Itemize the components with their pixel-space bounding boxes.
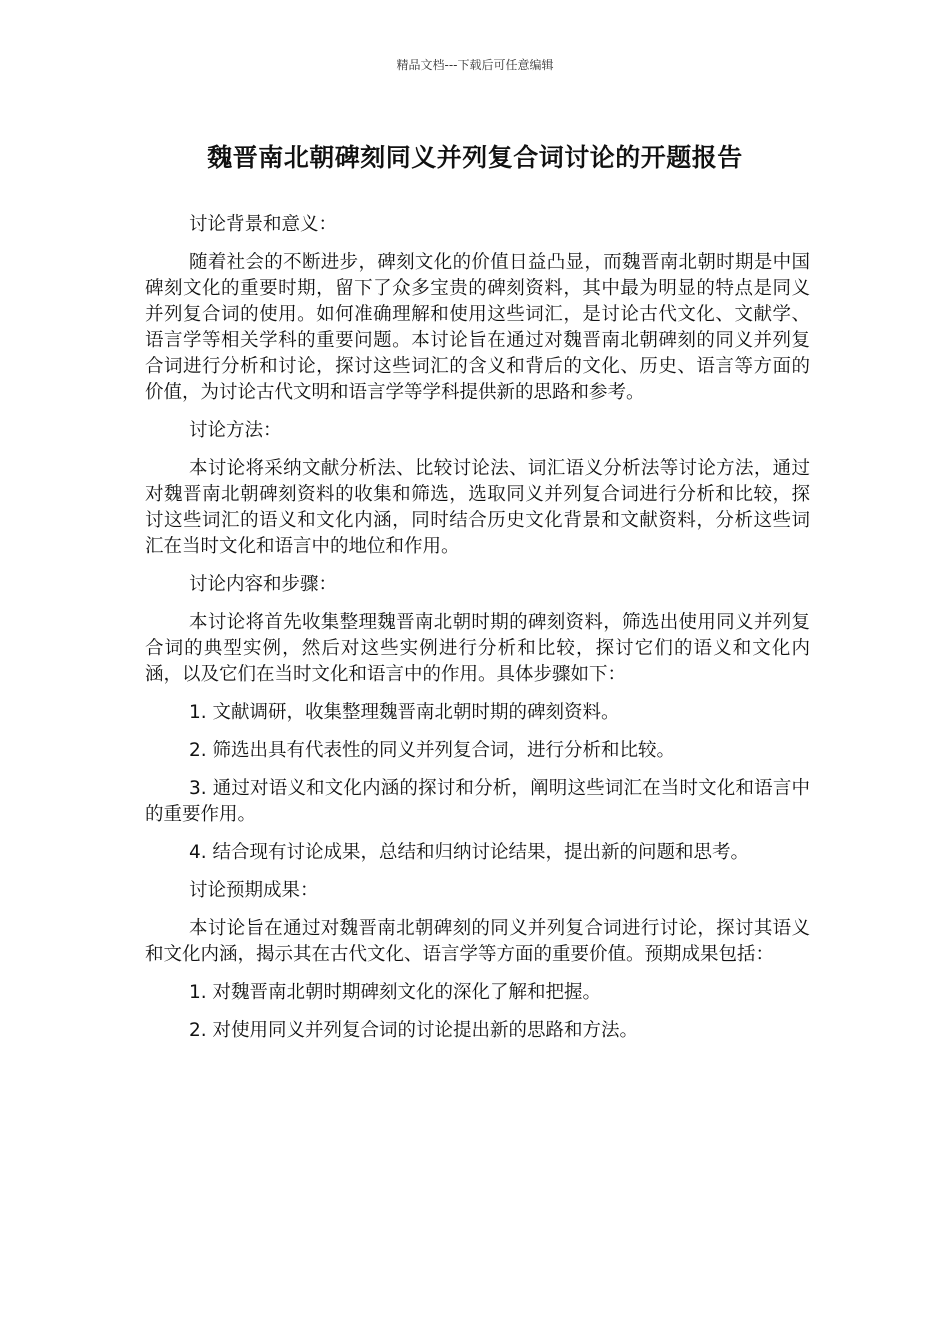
section-heading-background: 讨论背景和意义：: [189, 214, 338, 235]
section-heading-expected-results: 讨论预期成果：: [189, 880, 319, 901]
paragraph-content-steps: 本讨论将首先收集整理魏晋南北朝时期的碑刻资料，筛选出使用同义并列复合词的典型实例，然后对这些实例进行分析和比较，探讨它们的语义和文化内涵，以及它们在当时文化和语言中的作用。具体步骤如下：: [145, 612, 810, 685]
document-title: 魏晋南北朝碑刻同义并列复合词讨论的开题报告: [207, 143, 743, 172]
paragraph-background: 随着社会的不断进步，碑刻文化的价值日益凸显，而魏晋南北朝时期是中国碑刻文化的重要时期，留下了众多宝贵的碑刻资料，其中最为明显的特点是同义并列复合词的使用。如何准确理解和使用这些词汇，是讨论古代文化、文献学、语言学等相关学科的重要问题。本讨论旨在通过对魏晋南北朝碑刻的同义并列复合词进行分析和讨论，探讨这些词汇的含义和背后的文化、历史、语言等方面的价值，为讨论古代文明和语言学等学科提供新的思路和参考。: [145, 252, 810, 403]
header-note: 精品文档---下载后可任意编辑: [396, 58, 554, 72]
result-item-1: 1. 对魏晋南北朝时期碑刻文化的深化了解和把握。: [189, 982, 602, 1003]
step-item-2: 2. 筛选出具有代表性的同义并列复合词，进行分析和比较。: [189, 740, 676, 761]
section-heading-methods: 讨论方法：: [189, 420, 282, 441]
paragraph-expected-results: 本讨论旨在通过对魏晋南北朝碑刻的同义并列复合词进行讨论，探讨其语义和文化内涵，揭示其在古代文化、语言学等方面的重要价值。预期成果包括：: [145, 918, 810, 965]
step-item-1: 1. 文献调研，收集整理魏晋南北朝时期的碑刻资料。: [189, 702, 620, 723]
step-item-4: 4. 结合现有讨论成果，总结和归纳讨论结果，提出新的问题和思考。: [189, 842, 750, 863]
result-item-2: 2. 对使用同义并列复合词的讨论提出新的思路和方法。: [189, 1020, 639, 1041]
step-item-3: 3. 通过对语义和文化内涵的探讨和分析，阐明这些词汇在当时文化和语言中的重要作用。: [145, 778, 810, 825]
section-heading-content-steps: 讨论内容和步骤：: [189, 574, 338, 595]
paragraph-methods: 本讨论将采纳文献分析法、比较讨论法、词汇语义分析法等讨论方法，通过对魏晋南北朝碑刻资料的收集和筛选，选取同义并列复合词进行分析和比较，探讨这些词汇的语义和文化内涵，同时结合历史文化背景和文献资料，分析这些词汇在当时文化和语言中的地位和作用。: [145, 458, 810, 557]
document-body: [145, 212, 810, 1056]
